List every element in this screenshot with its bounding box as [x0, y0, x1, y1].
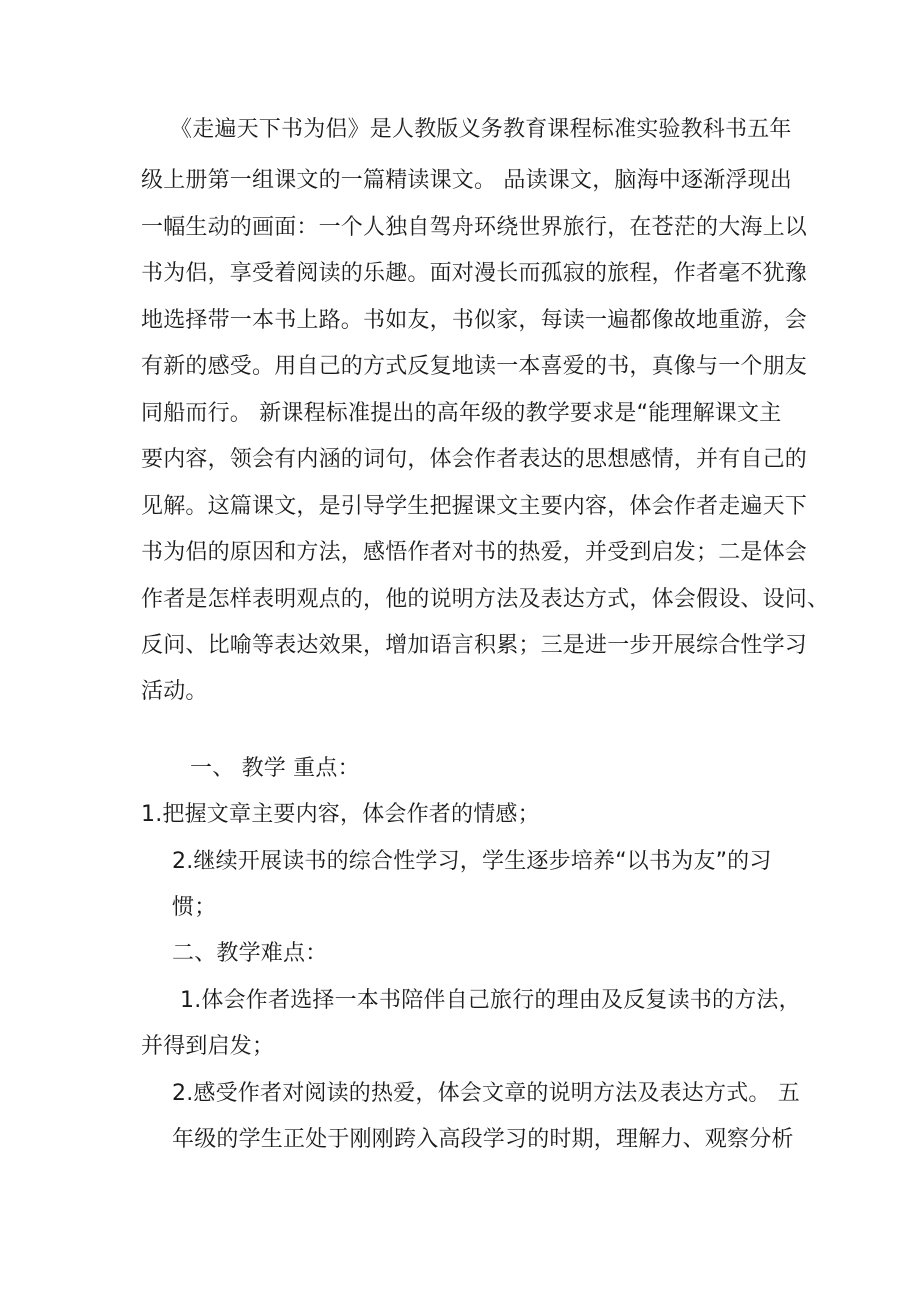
paragraph-line: 见解。这篇课文，是引导学生把握课文主要内容，体会作者走遍天下 — [141, 494, 808, 519]
paragraph-line: 一幅生动的画面：一个人独自驾舟环绕世界旅行，在苍茫的大海上以 — [141, 215, 808, 240]
paragraph-line: 要内容，领会有内涵的词句，体会作者表达的思想感情，并有自己的 — [141, 447, 808, 472]
paragraph-line: 作者是怎样表明观点的，他的说明方法及表达方式，体会假设、设问、 — [141, 587, 830, 612]
paragraph-line: 书为侣，享受着阅读的乐趣。面对漫长而孤寂的旅程，作者毫不犹豫 — [141, 261, 808, 286]
paragraph-line: 级上册第一组课文的一篇精读课文。 品读课文，脑海中逐渐浮现出 — [141, 168, 792, 193]
paragraph-line: 地选择带一本书上路。书如友，书似家，每读一遍都像故地重游，会 — [141, 308, 808, 333]
difficulty-item-continuation: 年级的学生正处于刚刚跨入高段学习的时期，理解力、观察分析 — [172, 1127, 794, 1152]
difficulty-item-continuation: 并得到启发； — [141, 1034, 275, 1059]
paragraph-line: 有新的感受。用自己的方式反复地读一本喜爱的书，真像与一个朋友 — [141, 354, 808, 379]
difficulties-heading: 二、教学难点： — [172, 941, 328, 966]
key-point-item: 1.把握文章主要内容，体会作者的情感； — [141, 802, 540, 827]
paragraph-line: 书为侣的原因和方法，感悟作者对书的热爱，并受到启发；二是体会 — [141, 540, 808, 565]
difficulty-item: 1.体会作者选择一本书陪伴自己旅行的理由及反复读书的方法， — [180, 988, 801, 1013]
paragraph-line: 反问、比喻等表达效果，增加语言积累；三是进一步开展综合性学习 — [141, 633, 808, 658]
paragraph-line: 《走遍天下书为侣》是人教版义务教育课程标准实验教科书五年 — [170, 117, 792, 142]
key-point-item: 2.继续开展读书的综合性学习，学生逐步培养“以书为友”的习 — [172, 849, 772, 874]
key-point-item-continuation: 惯； — [172, 895, 217, 920]
paragraph-line: 活动。 — [141, 679, 208, 704]
difficulty-item: 2.感受作者对阅读的热爱，体会文章的说明方法及表达方式。 五 — [172, 1081, 800, 1106]
key-points-heading: 一、 教学 重点： — [190, 756, 360, 781]
paragraph-line: 同船而行。 新课程标准提出的高年级的教学要求是“能理解课文主 — [141, 401, 782, 426]
